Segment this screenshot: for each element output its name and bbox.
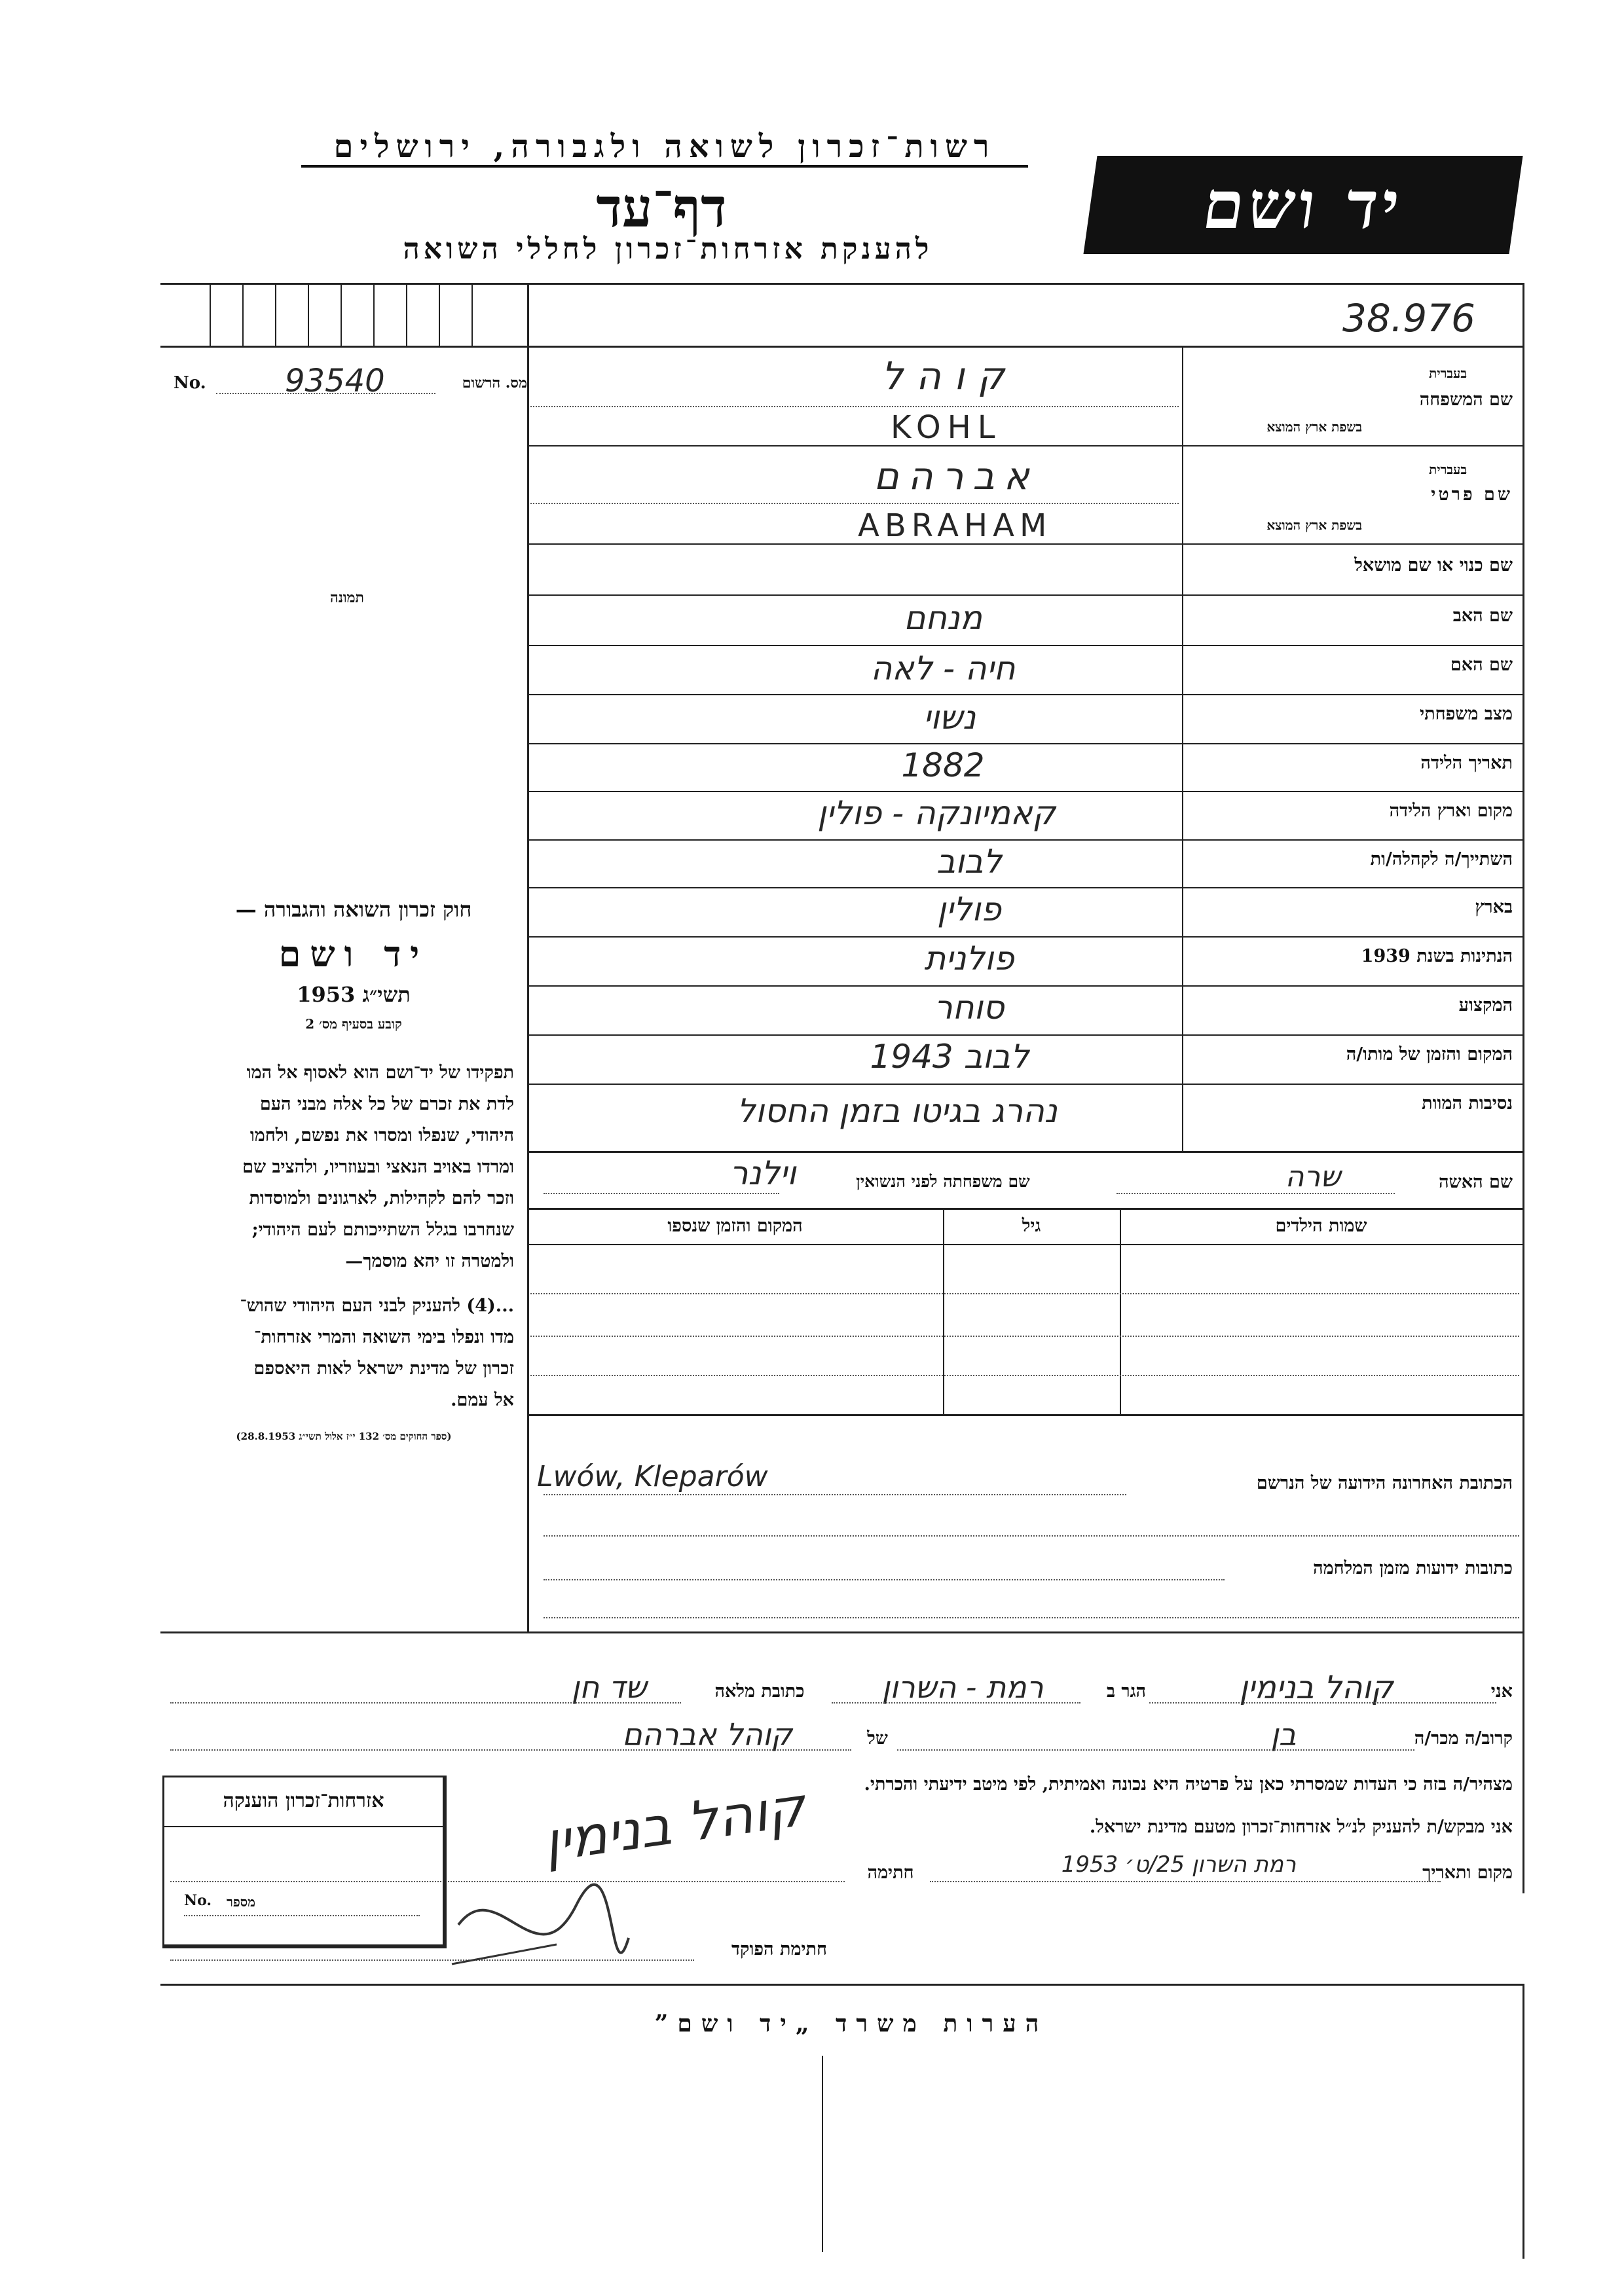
last-address-value: Lwów, Kleparów [537,1460,768,1493]
form-title: דף־עד [596,177,727,240]
law-line: היהודי, שנפלו ומסרו את נפשם, ולחמו [249,1125,514,1146]
registration-label: מס. הרשום [462,374,527,392]
place-date-label: מקום ותאריך [1422,1863,1513,1883]
children-age-header: גיל [1022,1216,1041,1236]
wife-maiden-name-label: שם משפחתה לפני הנשואין [856,1172,1030,1191]
given-name-origin-value: ABRAHAM [858,507,1052,544]
law-line: אל עמם. [451,1390,514,1410]
marital-status-value: נשוי [923,699,976,737]
form-subtitle: להענקת אזרחות־זכרון לחללי השואה [403,232,933,266]
law-line: ...(4) להעניק לבני העם היהודי שהוש־ [240,1296,514,1316]
law-line: לדת את זכרם של כל אלה מבני העם [259,1094,514,1114]
law-line: ולמטרה זו יהא מוסמך— [345,1251,514,1271]
war-addresses-label: כתובות ידועות מזמן המלחמה [1313,1558,1513,1578]
given-name-hebrew-sublabel: בעברית [1429,462,1467,477]
surname-hebrew-value: קוהל [881,354,1018,398]
last-address-label: הכתובת האחרונה הידועה של הנרשם [1256,1473,1513,1493]
birth-place-value: קאמיונקה - פולין [817,794,1056,832]
law-line: מדו ונפלו בימי השואה והמרי אזרחות־ [253,1327,514,1347]
full-address-value: שד חן [571,1669,647,1705]
office-notes-label: הערות משרד „יד ושם” [654,2010,1048,2037]
registration-value: 93540 [285,363,385,399]
wife-maiden-name-value: וילנר [729,1154,796,1192]
marital-status-label: מצב משפחתי [1420,704,1513,724]
country-label: בארץ [1475,897,1513,917]
law-line: וזכר להם לקהילות, לארגונים ולמוסדות [249,1188,514,1209]
law-name: יד ושם [278,933,429,975]
place-date-value: רמת השרון 25/ט׳ 1953 [1061,1851,1297,1878]
nickname-label: שם כנוי או שם מושאל [1354,555,1513,575]
citizenship-1939-value: פולנית [924,939,1014,977]
surname-hebrew-sublabel: בעברית [1429,365,1467,381]
declarant-name: קוהל בנימין [1239,1669,1393,1706]
community-label: השתייך/ה לקהלה/ות [1370,849,1513,869]
death-circumstances-label: נסיבות המוות [1422,1093,1513,1114]
declaration-statement-2: אני מבקש/ת להעניק לנ״ל אזרחות־זכרון מטעם מדינת ישראל. [1089,1817,1513,1837]
signature-label: חתימה [867,1863,914,1883]
citizenship-1939-label: הנתינות בשנת 1939 [1361,946,1513,966]
mother-name-label: שם האם [1450,655,1513,675]
law-line: שנחרבו בגלל השתייכותם לעם היהודי; [251,1220,514,1240]
country-value: פולין [936,890,1002,928]
children-names-header: שמות הילדים [1275,1216,1367,1236]
mother-name-value: חיה - לאה [870,649,1016,687]
full-address-label: כתובת מלאה [714,1681,805,1702]
birth-place-label: מקום וארץ הלידה [1389,801,1513,821]
death-place-time-label: המקום והזמן של מותו/ה [1346,1044,1513,1065]
surname-label: שם המשפחה [1419,390,1513,410]
of-name-value: קוהל אברהם [622,1717,792,1752]
given-name-origin-sublabel: בשפת ארץ המוצא [1266,517,1362,533]
law-line: ומרדו באויב הנאצי ובעוזריו, ולהציב שם [242,1157,514,1177]
photo-label: תמונה [330,589,364,606]
citizenship-box-no-label: No. [184,1892,212,1909]
authority-line: רשות־זכרון לשואה ולגבורה, ירושלים [301,128,1028,168]
death-place-time-value: לבוב 1943 [870,1038,1029,1076]
law-line: תפקידו של יד־ושם הוא לאסוף אל המו [246,1063,514,1083]
given-name-label: שם פרטי [1431,484,1513,505]
resident-label: הגר ב [1106,1681,1147,1702]
law-year: תשי״ג 1953 [297,982,411,1007]
relation-value: בן [1270,1717,1297,1752]
surname-origin-value: KOHL [891,409,1002,446]
birth-date-value: 1882 [901,746,985,784]
profession-value: סוחר [934,989,1005,1027]
surname-origin-sublabel: בשפת ארץ המוצא [1266,419,1362,435]
of-label: של [867,1728,888,1749]
declaration-ani: אני [1490,1681,1513,1702]
wife-name-label: שם האשה [1439,1172,1513,1192]
profession-label: המקצוע [1458,995,1513,1015]
community-value: לבוב [936,843,1002,881]
law-title: חוק זכרון השואה והגבורה — [235,897,472,922]
death-circumstances-value: נהרג בגיטו בזמן החסול [737,1092,1058,1130]
children-death-header: המקום והזמן שנספו [667,1216,803,1236]
stamp-number: 38.976 [1342,296,1475,340]
officer-signature-label: חתימת הפוקד [731,1939,827,1959]
father-name-label: שם האב [1452,606,1513,626]
law-clause: קובע בסעיף מס׳ 2 [305,1016,402,1032]
declaration-statement-1: מצהיר/ה בזה כי העדות שמסרתי כאן על פרטיה היא נכונה ואמיתית, לפי מיטב ידיעתי והכרתי. [864,1774,1513,1795]
relative-label: קרוב/ה מכר/ה [1414,1728,1513,1749]
law-line: זכרון של מדינת ישראל לאות היאספם [253,1358,514,1379]
citizenship-box-title: אזרחות־זכרון הוענקה [223,1789,384,1812]
citizenship-box-number-label: מספר [227,1894,255,1910]
given-name-hebrew-value: אברהם [874,454,1039,498]
birth-date-label: תאריך הלידה [1420,753,1513,773]
logo-text: יד ושם [1198,166,1409,244]
resident-city: רמת - השרון [881,1669,1044,1705]
father-name-value: מנחם [904,599,982,637]
law-footnote: (ספר החוקים מס׳ 132 י״ז אלול תשי״ג 28.8.1953) [236,1430,452,1442]
wife-name-value: שרה [1285,1160,1341,1194]
declarant-signature: קוהל בנימין [540,1776,809,1874]
registration-no-label: No. [174,373,206,393]
